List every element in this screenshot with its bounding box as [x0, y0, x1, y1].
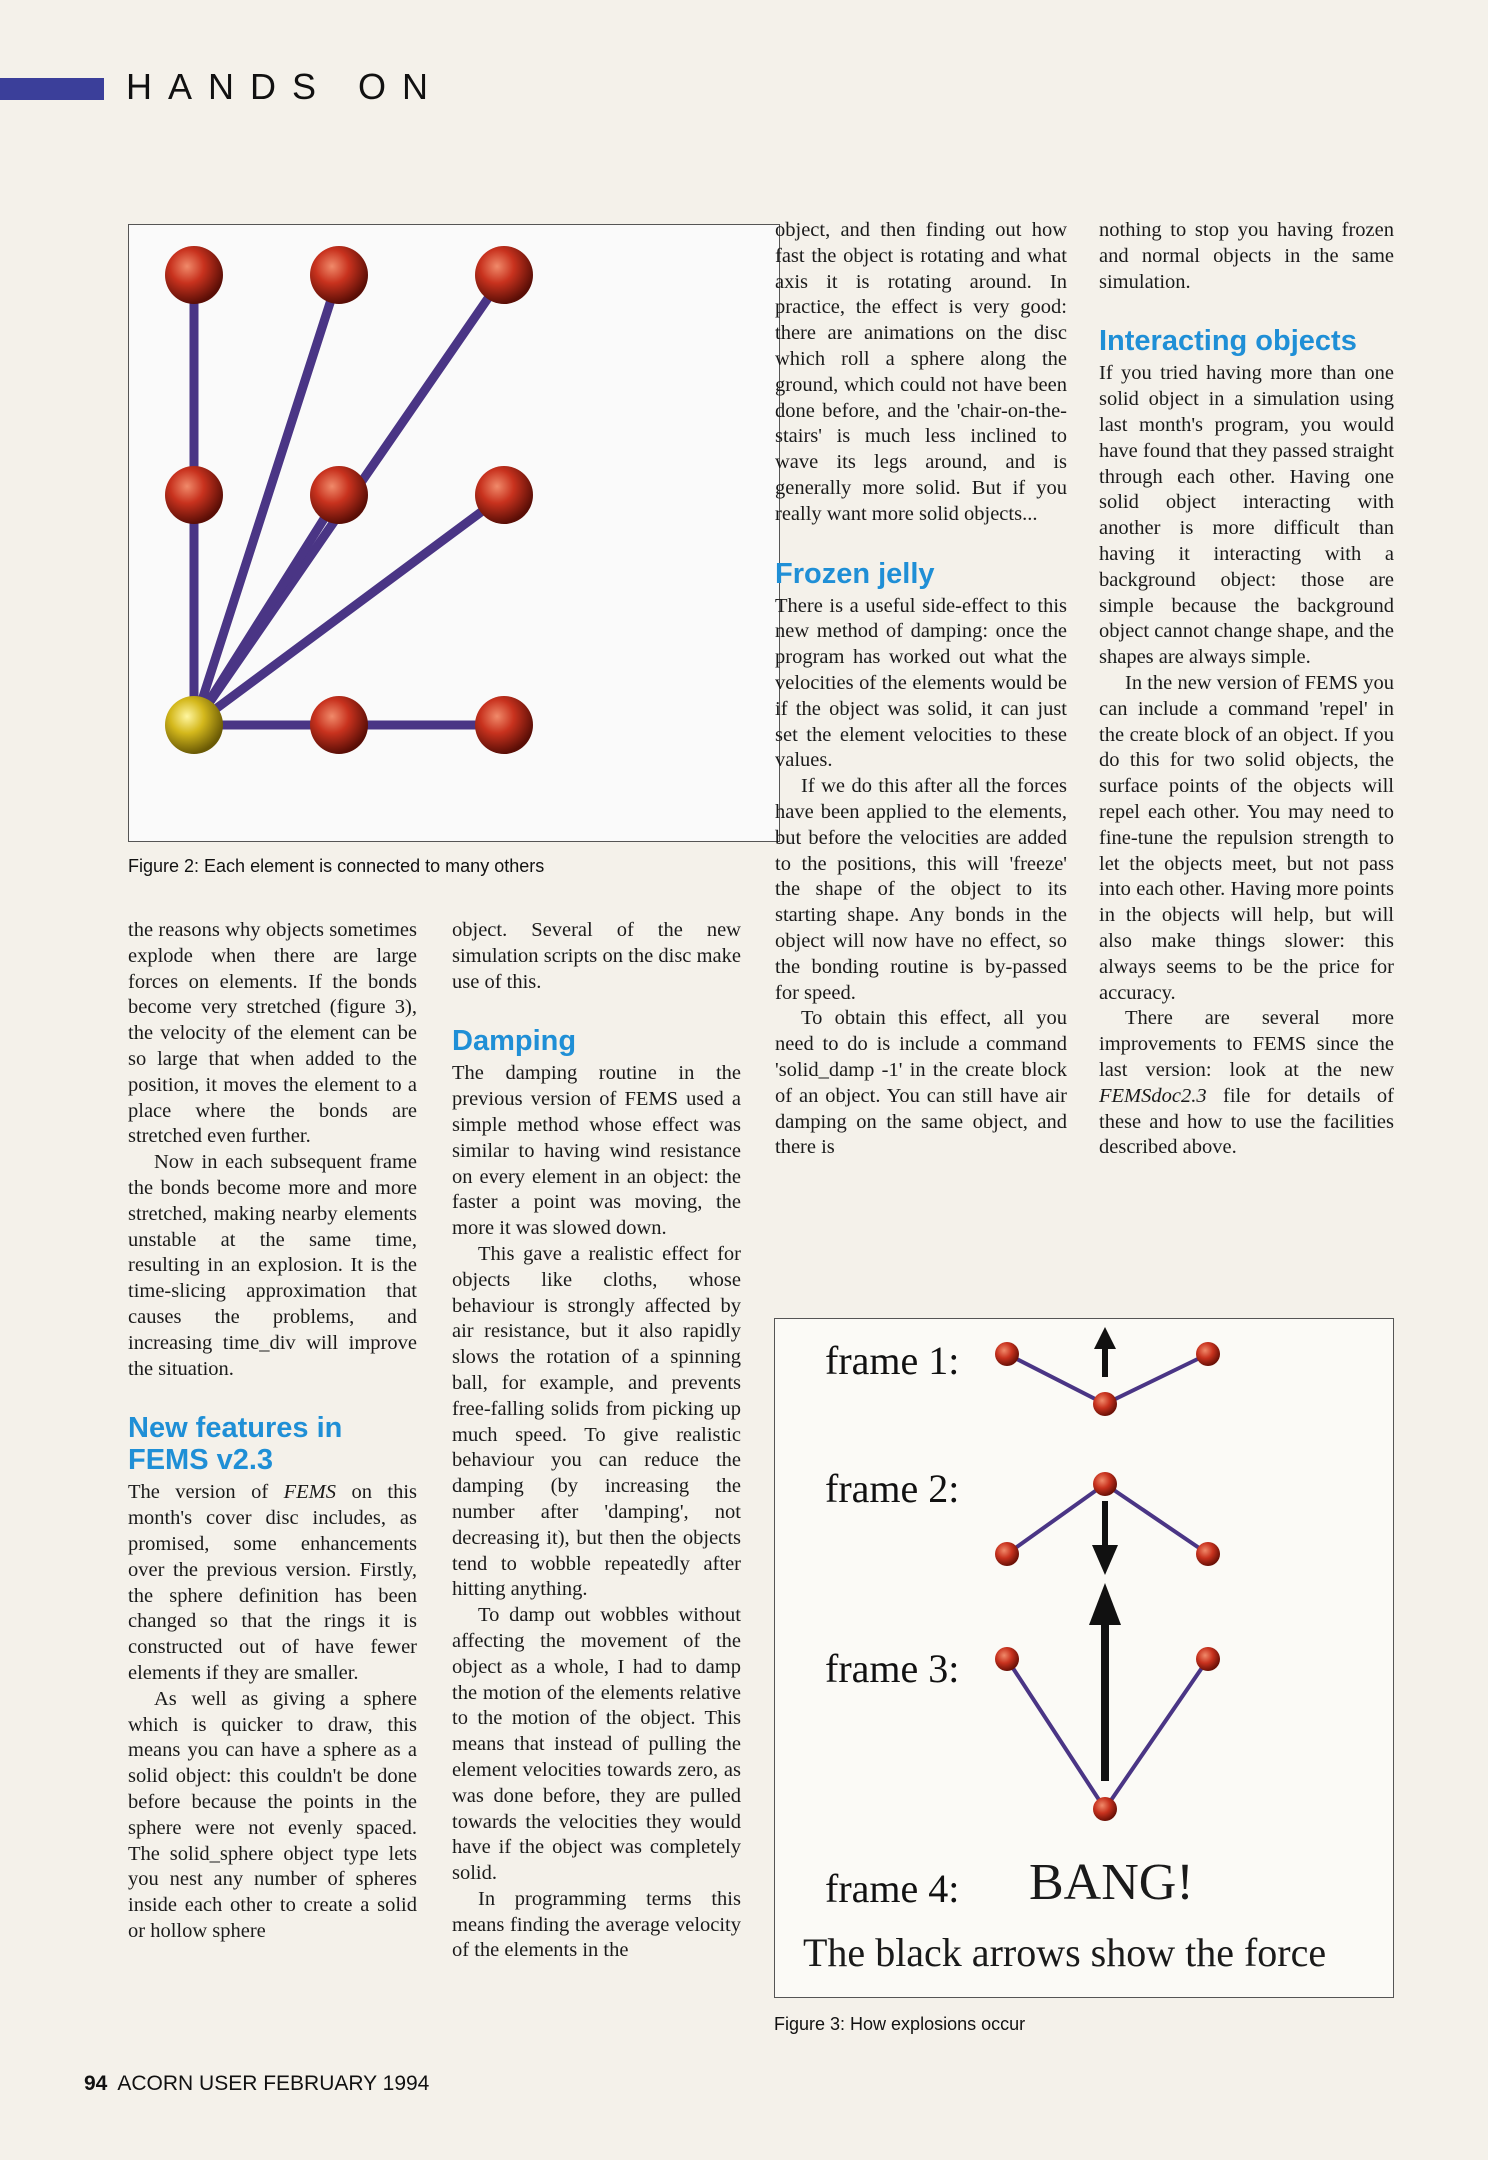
element-node [165, 246, 223, 304]
column-4 [1099, 218, 1394, 1161]
frame-2-element [995, 1542, 1019, 1566]
column-1 [128, 918, 417, 1945]
paragraph: The damping routine in the previous version of FEMS used a simple method whose effect was similar to having wind resistance on every element in an object: the faster a point was moving, the more it was slowed down. [452, 1062, 741, 1240]
paragraph: To obtain this effect, all you need to do is include a command 'solid_damp -1' in the create block of an object. You can still have air damping on the same object, and there is [775, 1007, 1067, 1159]
base-element-node [165, 696, 223, 754]
figure-2-diagram [129, 225, 779, 841]
heading-new-features: New features in FEMS v2.3 [128, 1412, 343, 1477]
frame-1-element [1196, 1342, 1220, 1366]
paragraph: object, and then finding out how fast the object is rotating and what axis it is rotating around. In practice, the effect is very good: there are animations on the disc which roll a sphere along the ground, which could not have been done before, and the 'chair-on-the-stairs' is much less inclined to wave its legs around, and is generally more solid. But if you really want more solid objects... [775, 219, 1067, 525]
frame-3-element [995, 1647, 1019, 1671]
frame-3-element [1093, 1797, 1117, 1821]
element-node [310, 246, 368, 304]
publication-info: ACORN USER FEBRUARY 1994 [117, 2072, 430, 2095]
heading-damping: Damping [452, 1025, 577, 1058]
element-node [475, 466, 533, 524]
paragraph: the reasons why objects sometimes explode when there are large forces on elements. If the bonds become very stretched (figure 3), the velocity of the element can be so large that when added to the position, it moves the element to a place where the bonds are stretched even further. [128, 919, 417, 1148]
figure-3-caption: Figure 3: How explosions occur [774, 2014, 1026, 2034]
figure-2-caption: Figure 2: Each element is connected to many others [128, 856, 545, 876]
frame-1-force-arrow [1094, 1327, 1116, 1377]
paragraph: The version of FEMS on this month's cover disc includes, as promised, some enhancements over the previous version. Firstly, the sphere definition has been changed so that the rings it is constructed out of have fewer elements if they are smaller. [128, 1481, 418, 1684]
figure-3 [774, 1318, 1394, 1998]
frame-2-element [1196, 1542, 1220, 1566]
paragraph: If we do this after all the forces have been applied to the elements, but before the velocities are added to the positions, this will 'freeze' the shape of the object to its starting shape. Any bonds in the object will now have no effect, so the bonding routine is by-passed for speed. [775, 775, 1067, 1004]
element-node [310, 466, 368, 524]
paragraph: Now in each subsequent frame the bonds become more and more stretched, making nearby elements unstable at the same time, resulting in an explosion. It is the time-slicing approximation that causes the problems, and increasing time_div will improve the situation. [128, 1151, 417, 1380]
page-number: 94 [84, 2072, 108, 2095]
paragraph: If you tried having more than one solid object in a simulation using last month's program, you would have found that they passed straight through each other. Having one solid object interacting with another is more difficult than having it interacting with a background object: those are simple because the background object cannot change shape, and the shapes are always simple. [1099, 362, 1394, 669]
frame-3-label: frame 3: [825, 1646, 960, 1691]
frame-1-element [995, 1342, 1019, 1366]
paragraph: In programming terms this means finding the average velocity of the elements in the [452, 1887, 741, 1962]
force-note: The black arrows show the force [803, 1930, 1327, 1975]
element-node [310, 696, 368, 754]
figure-3-diagram [775, 1319, 1393, 1919]
section-label: HANDS ON [126, 66, 445, 107]
header-color-bar [0, 78, 104, 100]
element-node [475, 696, 533, 754]
paragraph: object. Several of the new simulation scripts on the disc make use of this. [452, 919, 741, 993]
bang-label: BANG! [1029, 1854, 1194, 1911]
paragraph: nothing to stop you having frozen and normal objects in the same simulation. [1099, 219, 1394, 293]
frame-1-element [1093, 1392, 1117, 1416]
paragraph: To damp out wobbles without affecting the movement of the object as a whole, I had to damp the motion of the elements relative to the motion of the object. This means that instead of pulling the element velocities towards zero, as was done before, they are pulled towards the velocities they would have if the object was completely solid. [452, 1604, 741, 1885]
frame-3-element [1196, 1647, 1220, 1671]
footer [84, 2072, 429, 2096]
paragraph: As well as giving a sphere which is quicker to draw, this means you can have a sphere as a solid object: this couldn't be done before because the points in the sphere were not evenly spaced. The solid_sphere object type lets you nest any number of spheres inside each other to create a solid or hollow sphere [128, 1687, 417, 1942]
frame-2-label: frame 2: [825, 1466, 960, 1511]
frame-1-label: frame 1: [825, 1338, 960, 1383]
paragraph: This gave a realistic effect for objects like cloths, whose behaviour is strongly affected by air resistance, but it also rapidly slows the rotation of a spinning ball, for example, and prevents free-falling solids from picking up much speed. To give realistic behaviour you can reduce the damping (by increasing the number after 'damping', not decreasing it), but then the objects tend to wobble repeatedly after hitting anything. [452, 1242, 741, 1601]
heading-interacting-objects: Interacting objects [1099, 325, 1357, 358]
bond-line [194, 495, 339, 725]
column-3 [775, 218, 1067, 1161]
paragraph: In the new version of FEMS you can include a command 'repel' in the create block of an object. If you do this for two solid objects, the surface points of the objects will repel each other. You may need to fine-tune the repulsion strength to let the objects meet, but not pass into each other. Having more points in the objects will help, but will also make things slower: this always seems to be the price for accuracy. [1099, 671, 1394, 1004]
frame-2-force-arrow [1092, 1501, 1118, 1575]
frame-4-label: frame 4: [825, 1866, 960, 1911]
figure-2 [128, 224, 780, 842]
frame-2-element [1093, 1472, 1117, 1496]
bond-line [194, 495, 504, 725]
column-2 [452, 918, 741, 1964]
frame-3-force-arrow [1089, 1583, 1121, 1781]
heading-frozen-jelly: Frozen jelly [775, 557, 935, 590]
element-node [475, 246, 533, 304]
paragraph: There are several more improvements to FEMS since the last version: look at the new FEMSdoc2.3 file for details of these and how to use the facilities described above. [1099, 1007, 1394, 1159]
element-node [165, 466, 223, 524]
paragraph: There is a useful side-effect to this new method of damping: once the program has worked out what the velocities of the elements would be if the object was solid, it can just set the element velocities to these values. [775, 594, 1067, 772]
